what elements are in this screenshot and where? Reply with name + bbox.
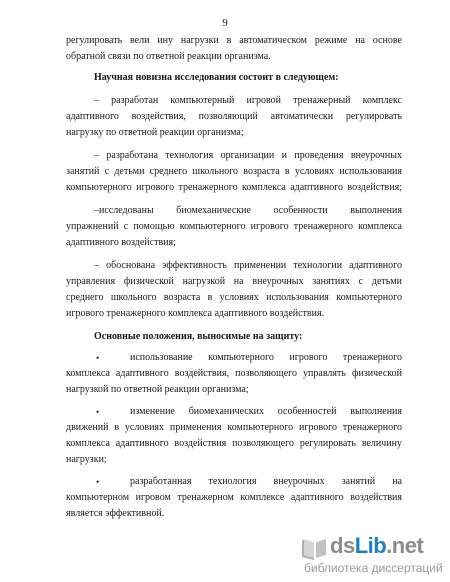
text-line: является эффективной. — [66, 508, 165, 519]
text-line: нагрузку по ответной реакции организма; — [66, 127, 244, 138]
text-line: регулировать вели ину нагрузки в автоматическом режиме на основе — [66, 35, 402, 46]
text-line: адаптивного воздействия, позволяющий автоматически регулировать — [66, 111, 402, 122]
text-line: компьютерном игровом тренажерном комплексе адаптивного воздействия — [66, 492, 402, 503]
book-icon — [300, 533, 330, 561]
text-line: изменение биомеханических особенностей выполнения — [130, 406, 402, 417]
text-line: компьютерного игрового тренажерного комплекса адаптивного воздействия; — [66, 182, 402, 193]
bullet-icon: • — [96, 407, 100, 417]
text-line: – разработан компьютерный игровой тренажерный комплекс — [94, 95, 402, 106]
bullet-icon: • — [96, 477, 100, 487]
section-heading-defense: Основные положения, выносимые на защиту: — [94, 331, 303, 342]
text-line: управления физической нагрузкой на внеурочных занятиях с детьми — [66, 276, 402, 287]
dslib-logo: dsLib.net — [330, 533, 424, 558]
text-line: занятий с детьми среднего школьного возраста в условиях использования — [66, 166, 402, 177]
text-line: игрового тренажерного комплекса адаптивного воздействия. — [66, 308, 325, 319]
text-line: – обоснована эффективность применении технологии адаптивного — [94, 260, 402, 271]
dslib-caption: библиотека диссертаций — [304, 561, 443, 575]
text-line: – разработана технология организации и проведения внеурочных — [94, 150, 402, 161]
text-line: обратной связи по ответной реакции организма. — [66, 51, 271, 62]
text-line: нагрузкой по ответной реакции организма; — [66, 384, 249, 395]
text-line: –исследованы биомеханические особенности выполнения — [94, 205, 402, 216]
section-heading-novelty: Научная новизна исследования состоит в следующем: — [94, 72, 339, 83]
text-line: адаптивного воздействия; — [66, 237, 176, 248]
text-line: комплекса адаптивного воздействия позволяющего регулировать величину — [66, 438, 402, 449]
bullet-icon: • — [96, 353, 100, 363]
dslib-watermark — [300, 533, 445, 578]
text-line: использование компьютерного игрового тренажерного — [130, 352, 402, 363]
text-line: нагрузки; — [66, 454, 107, 465]
text-line: комплекса адаптивного воздействия, позволяющего управлять физической — [66, 368, 402, 379]
page-number: 9 — [222, 17, 228, 29]
text-line: разработанная технология внеурочных занятий на — [130, 476, 402, 487]
text-line: движений в условиях применения компьютерного игрового тренажерного — [66, 422, 402, 433]
text-line: упражнений с помощью компьютерного игрового тренажерного комплекса — [66, 221, 402, 232]
text-line: среднего школьного возраста в условиях использования компьютерного — [66, 292, 402, 303]
